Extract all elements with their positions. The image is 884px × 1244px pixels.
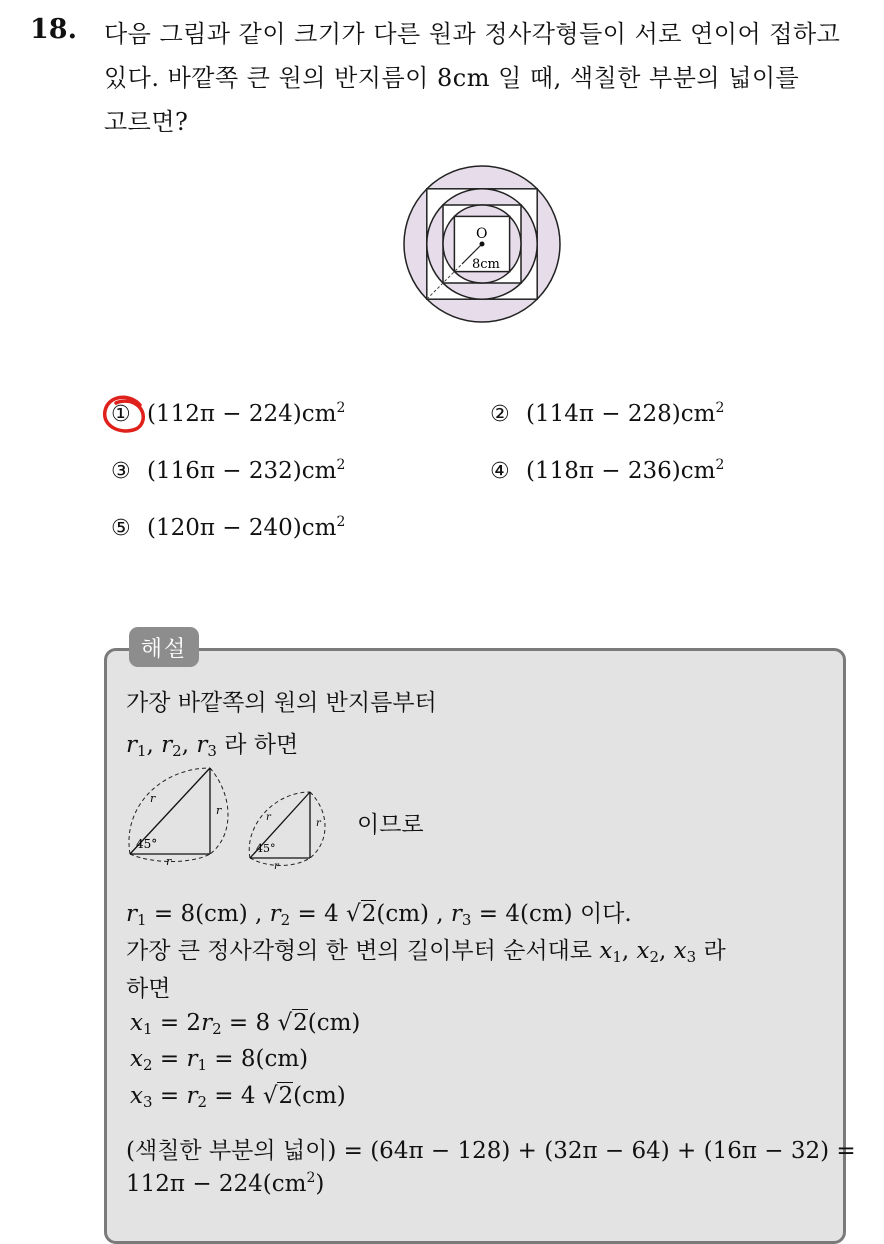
solution-r-values: $r_1 = 8(cm)$ , $r_2 = 4$ √2(cm) , $r_3 = 4(cm)$ 이다. (126, 901, 632, 929)
choice-4[interactable] (490, 457, 724, 484)
choice-number: ① (111, 402, 131, 427)
triangle-diagram-1 (122, 766, 237, 866)
question-line: 있다. 바깥쪽 큰 원의 반지름이 8cm 일 때, 색칠한 부분의 넓이를 (104, 64, 800, 92)
svg-text:r: r (166, 855, 172, 866)
solution-x3: $x_3 = r_2 = 4$ √2(cm) (130, 1083, 346, 1111)
solution-area (126, 1132, 856, 1165)
angle-label: 45° (136, 837, 158, 851)
area-label: (색칠한 부분의 넓이) (126, 1138, 337, 1164)
area-result-exponent: 2 (306, 1170, 316, 1186)
solution-x1: $x_1 = 2r_2 = 8$ √2(cm) (130, 1010, 361, 1038)
choice-text: (118π − 236)cm (526, 458, 716, 484)
choice-text: (112π − 224)cm (147, 401, 337, 427)
question-number: 18. (30, 14, 77, 45)
triangle-caption: 이므로 (357, 812, 424, 838)
svg-text:r: r (150, 792, 156, 805)
choice-3[interactable] (111, 457, 345, 484)
svg-text:r: r (316, 818, 321, 829)
choice-number: ③ (111, 459, 131, 484)
choice-exponent: 2 (336, 400, 346, 416)
choice-exponent: 2 (715, 400, 725, 416)
triangle-diagram-2 (244, 786, 334, 870)
angle-label: 45° (256, 842, 276, 855)
area-result-end: ) (315, 1171, 325, 1197)
solution-x-intro-2: 하면 (126, 976, 171, 1002)
choice-exponent: 2 (336, 514, 346, 530)
choice-5[interactable] (111, 514, 345, 541)
r-values-suffix: 이다. (579, 901, 632, 927)
choice-number: ⑤ (111, 516, 131, 541)
svg-text:r: r (216, 804, 222, 817)
area-result: 112π − 224(cm (126, 1171, 307, 1197)
solution-x2: $x_2 = r_1 = 8(cm)$ (130, 1046, 309, 1074)
center-point (480, 242, 485, 247)
svg-text:r: r (266, 812, 271, 823)
svg-text:r: r (274, 861, 279, 870)
nested-circles-squares-figure (400, 162, 564, 326)
solution-area-result (126, 1170, 324, 1197)
choice-1[interactable] (111, 400, 345, 427)
choice-text: (114π − 228)cm (526, 401, 716, 427)
area-expression: = (64π − 128) + (32π − 64) + (16π − 32) = (343, 1138, 856, 1164)
x-intro-text: 가장 큰 정사각형의 한 변의 길이부터 순서대로 (126, 938, 593, 964)
choice-exponent: 2 (715, 457, 725, 473)
choice-2[interactable] (490, 400, 724, 427)
choice-exponent: 2 (336, 457, 346, 473)
choice-number: ② (490, 402, 510, 427)
choice-text: (120π − 240)cm (147, 515, 337, 541)
choice-text: (116π − 232)cm (147, 458, 337, 484)
question-line: 고르면? (104, 108, 189, 136)
solution-x-intro: 가장 큰 정사각형의 한 변의 길이부터 순서대로 $x_1$, $x_2$, $x_3$ 라 (126, 938, 726, 966)
question-text (104, 12, 864, 144)
radius-label: 8cm (472, 257, 500, 272)
question-line: 다음 그림과 같이 크기가 다른 원과 정사각형들이 서로 연이어 접하고 (104, 20, 841, 48)
solution-tag: 해설 (129, 627, 199, 667)
solution-line-2-suffix: 라 하면 (224, 732, 299, 758)
x-intro-suffix: 라 (703, 938, 726, 964)
solution-line-2: $r_1$, $r_2$, $r_3$ 라 하면 (126, 732, 299, 760)
choice-number: ④ (490, 459, 510, 484)
solution-line-1: 가장 바깥쪽의 원의 반지름부터 (126, 690, 437, 716)
center-label: O (476, 226, 488, 242)
